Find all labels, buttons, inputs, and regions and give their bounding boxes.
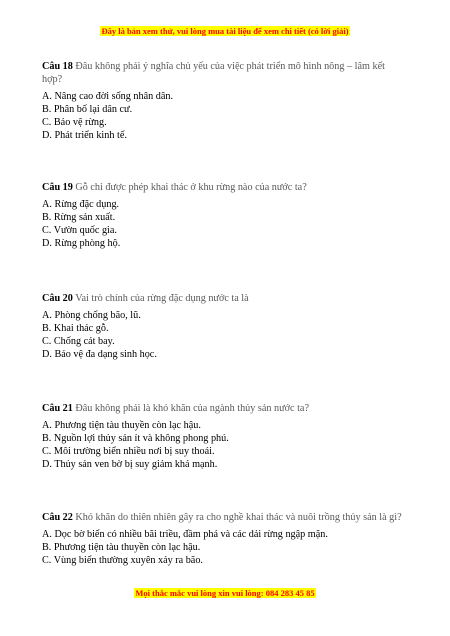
option-d: D. Thủy sản ven bờ bị suy giảm khá mạnh. bbox=[42, 459, 218, 470]
question-text: Gỗ chỉ được phép khai thác ở khu rừng nào của nước ta? bbox=[75, 182, 307, 193]
option-c: C. Vùng biển thường xuyên xảy ra bão. bbox=[42, 555, 203, 566]
option-c: C. Chống cát bay. bbox=[42, 336, 115, 347]
question-20 bbox=[42, 292, 406, 361]
question-21 bbox=[42, 402, 406, 471]
option-a: A. Phương tiện tàu thuyền còn lạc hậu. bbox=[42, 420, 201, 431]
question-text: Đâu không phải ý nghĩa chủ yếu của việc phát triển mô hình nông – lâm kết hợp? bbox=[42, 61, 385, 85]
option-b: B. Rừng sản xuất. bbox=[42, 212, 116, 223]
question-number: Câu 22 bbox=[42, 512, 73, 523]
question-18 bbox=[42, 60, 406, 142]
question-number: Câu 20 bbox=[42, 293, 73, 304]
option-c: C. Vườn quốc gia. bbox=[42, 225, 117, 236]
option-c: C. Môi trường biển nhiều nơi bị suy thoái. bbox=[42, 446, 215, 457]
question-text: Vai trò chính của rừng đặc dụng nước ta là bbox=[75, 293, 249, 304]
option-a: A. Nâng cao đời sống nhân dân. bbox=[42, 91, 174, 102]
question-text: Đâu không phải là khó khăn của ngành thủy sản nước ta? bbox=[75, 403, 309, 414]
preview-notice-text: Đây là bản xem thử, vui lòng mua tài liệu để xem chi tiết (có lời giải) bbox=[101, 26, 349, 36]
option-d: D. Rừng phòng hộ. bbox=[42, 238, 121, 249]
question-number: Câu 18 bbox=[42, 61, 73, 72]
contact-notice-text: Mọi thắc mắc vui lòng xin vui lòng: 084 283 45 85 bbox=[135, 588, 315, 598]
option-a: A. Dọc bờ biển có nhiều bãi triều, đầm phá và các dải rừng ngập mặn. bbox=[42, 529, 328, 540]
question-number: Câu 21 bbox=[42, 403, 73, 414]
option-a: A. Rừng đặc dụng. bbox=[42, 199, 120, 210]
option-b: B. Phương tiện tàu thuyền còn lạc hậu. bbox=[42, 542, 201, 553]
preview-notice-banner bbox=[0, 26, 450, 36]
contact-notice-banner bbox=[0, 588, 450, 598]
question-22 bbox=[42, 511, 406, 567]
question-19 bbox=[42, 181, 406, 250]
option-d: D. Bảo vệ đa dạng sinh học. bbox=[42, 349, 157, 360]
option-d: D. Phát triển kinh tế. bbox=[42, 130, 127, 141]
option-a: A. Phòng chống bão, lũ. bbox=[42, 310, 141, 321]
option-b: B. Khai thác gỗ. bbox=[42, 323, 109, 334]
question-number: Câu 19 bbox=[42, 182, 73, 193]
question-text: Khó khăn do thiên nhiên gây ra cho nghề khai thác và nuôi trồng thủy sản là gì? bbox=[75, 512, 402, 523]
option-c: C. Bảo vệ rừng. bbox=[42, 117, 107, 128]
option-b: B. Phân bố lại dân cư. bbox=[42, 104, 133, 115]
option-b: B. Nguồn lợi thủy sản ít và không phong phú. bbox=[42, 433, 229, 444]
